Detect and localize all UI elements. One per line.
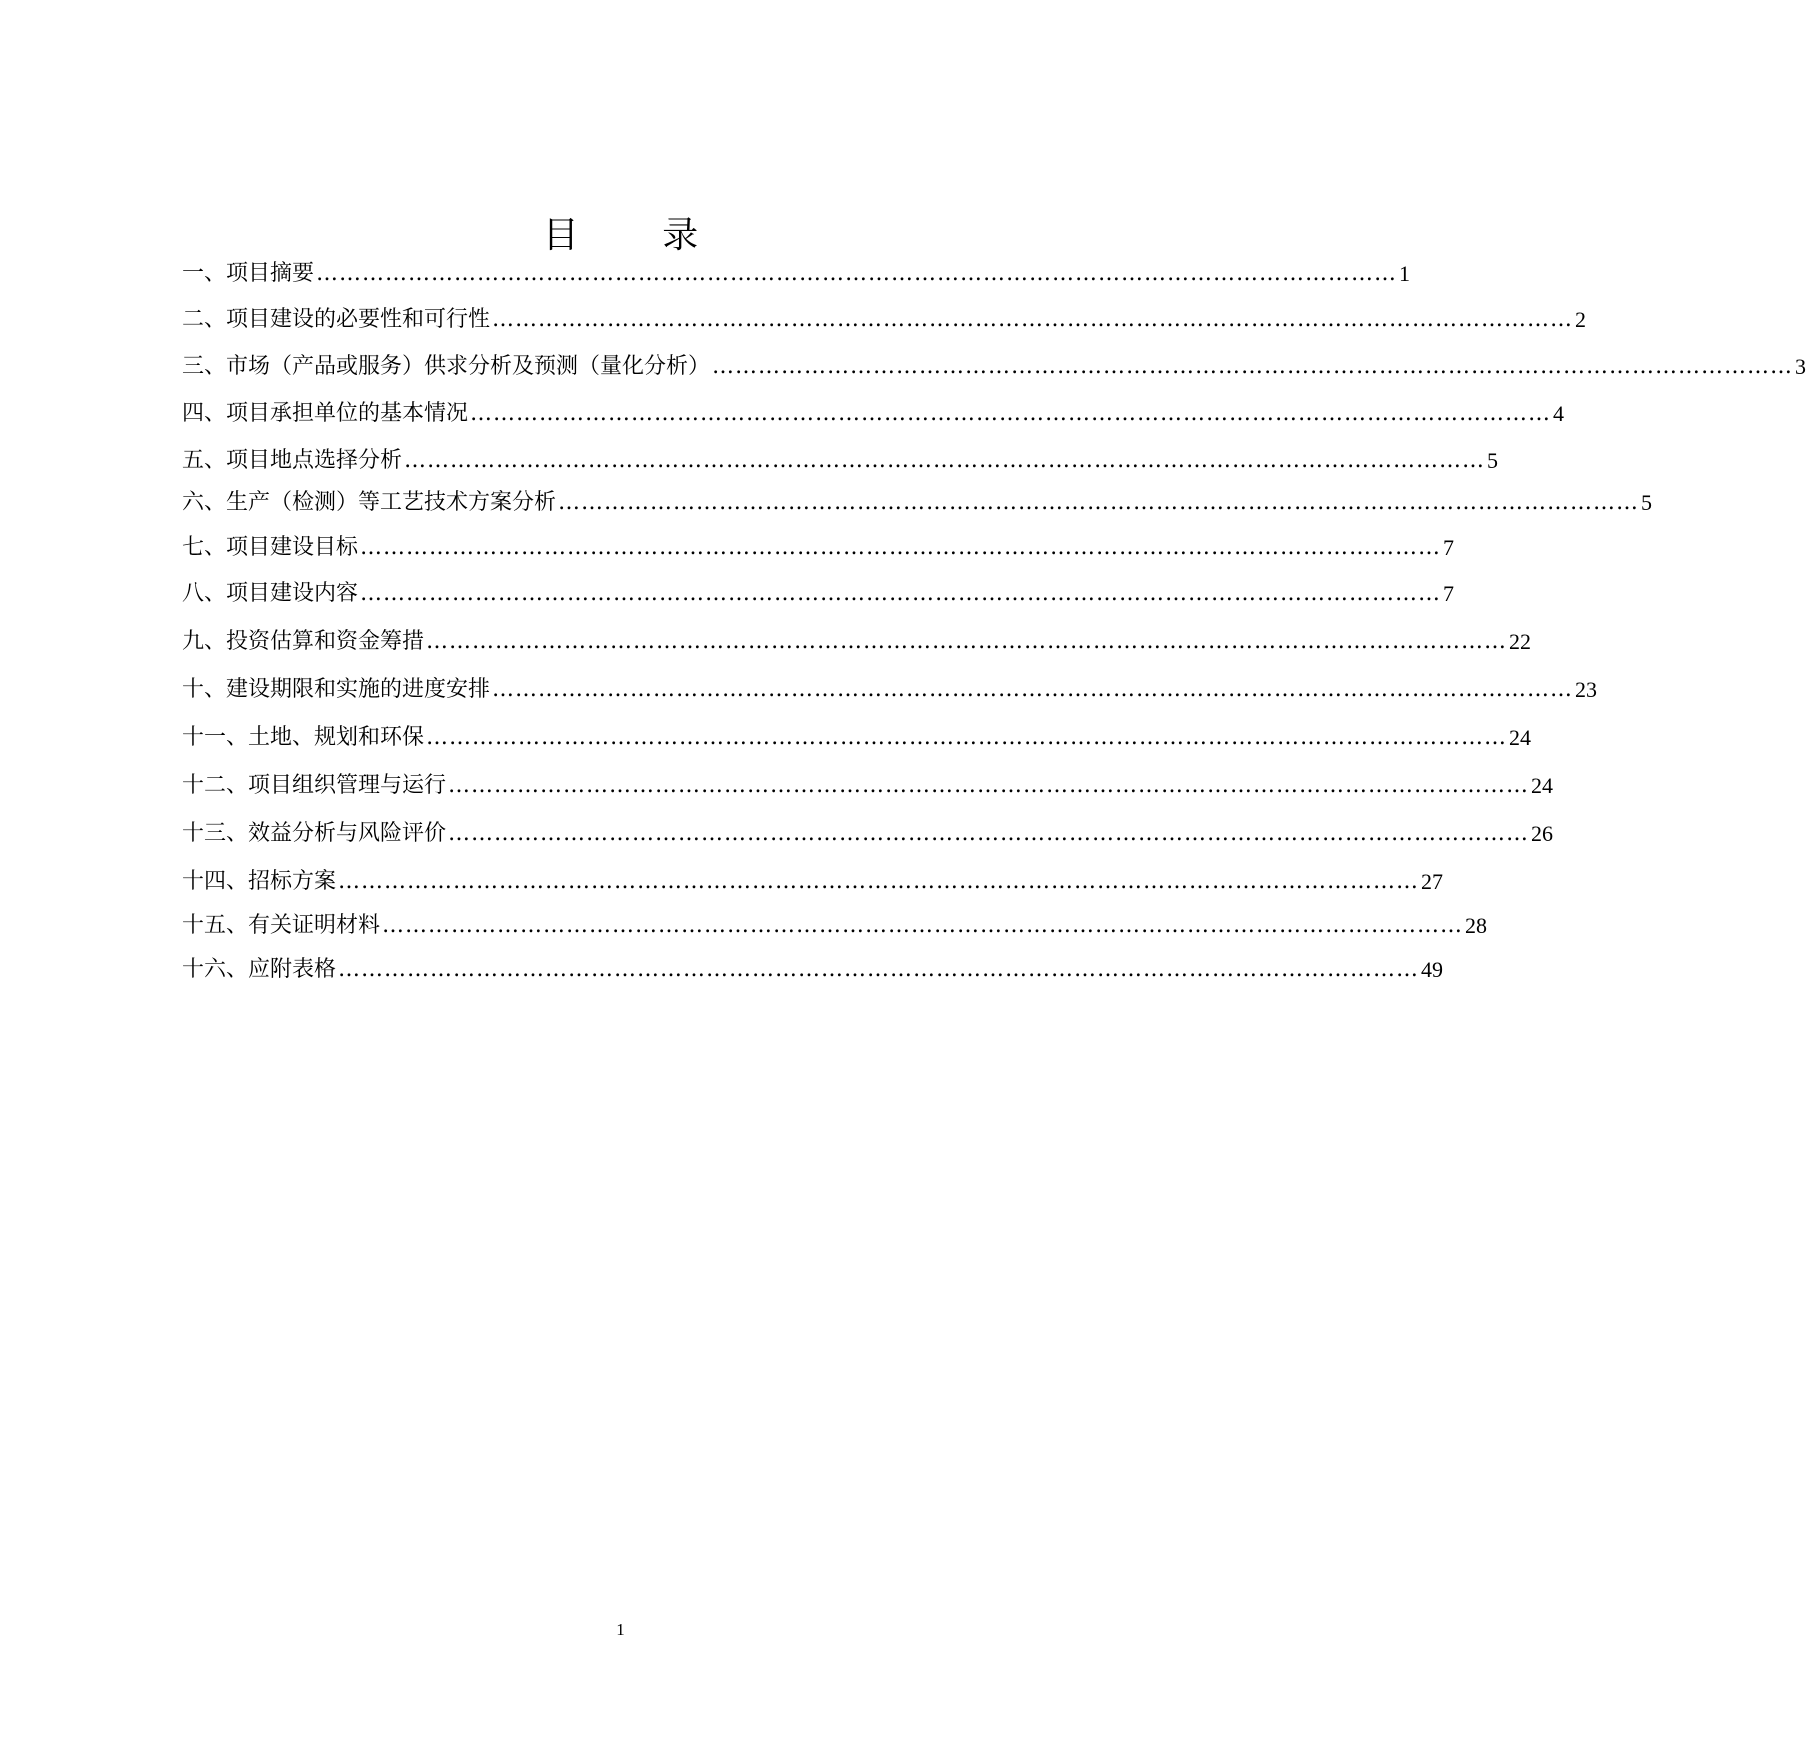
toc-entry-label: 七、项目建设目标 [182,535,359,560]
toc-entry[interactable] [182,908,1488,940]
toc-entry[interactable] [182,256,1411,288]
toc-entry[interactable] [182,576,1455,608]
toc-entry[interactable] [182,396,1565,428]
toc-leader-dots: …………………………………………………………………………………………………………………………… [426,629,1508,654]
toc-entry-label: 十、建设期限和实施的进度安排 [182,677,491,702]
toc-entry[interactable] [182,443,1499,475]
toc-entry-page: 49 [1421,957,1444,982]
toc-leader-dots: …………………………………………………………………………………………………………………………… [316,261,1398,286]
toc-entry-page: 24 [1531,773,1554,798]
toc-entry[interactable] [182,720,1532,752]
toc-leader-dots: …………………………………………………………………………………………………………………………… [712,354,1794,379]
toc-entry[interactable] [182,349,1806,381]
toc-entry-page: 1 [1399,261,1411,286]
toc-entry[interactable] [182,302,1587,334]
toc-leader-dots: …………………………………………………………………………………………………………………………… [470,401,1552,426]
toc-entry-page: 5 [1641,490,1653,515]
toc-entry-label: 十五、有关证明材料 [182,913,381,938]
toc-entry[interactable] [182,624,1532,656]
toc-entry-page: 7 [1443,535,1455,560]
toc-entry-page: 26 [1531,821,1554,846]
toc-entry[interactable] [182,864,1444,896]
toc-entry-page: 22 [1509,629,1532,654]
toc-leader-dots: …………………………………………………………………………………………………………………………… [360,535,1442,560]
toc-entry-label: 五、项目地点选择分析 [182,448,403,473]
toc-leader-dots: …………………………………………………………………………………………………………………………… [338,869,1420,894]
toc-entry-label: 二、项目建设的必要性和可行性 [182,307,491,332]
toc-entry-label: 十一、土地、规划和环保 [182,725,425,750]
toc-leader-dots: …………………………………………………………………………………………………………………………… [338,957,1420,982]
toc-entry-page: 3 [1795,354,1806,379]
toc-entry-page: 7 [1443,581,1455,606]
toc-entry-page: 4 [1553,401,1565,426]
toc-entry-label: 四、项目承担单位的基本情况 [182,401,469,426]
toc-leader-dots: …………………………………………………………………………………………………………………………… [558,490,1640,515]
toc-leader-dots: …………………………………………………………………………………………………………………………… [492,307,1574,332]
toc-entry-label: 十四、招标方案 [182,869,337,894]
page-title: 目 录 [542,215,735,257]
toc-leader-dots: …………………………………………………………………………………………………………………………… [360,581,1442,606]
toc-entry[interactable] [182,952,1444,984]
toc-entry[interactable] [182,485,1653,517]
toc-entry-label: 一、项目摘要 [182,261,315,286]
toc-entry-label: 十二、项目组织管理与运行 [182,773,447,798]
toc-entry[interactable] [182,768,1554,800]
toc-entry-label: 六、生产（检测）等工艺技术方案分析 [182,490,557,515]
toc-leader-dots: …………………………………………………………………………………………………………………………… [382,913,1464,938]
toc-entry-label: 九、投资估算和资金筹措 [182,629,425,654]
toc-entry-page: 27 [1421,869,1444,894]
page-number: 1 [616,1620,625,1639]
toc-entry-page: 23 [1575,677,1598,702]
toc-leader-dots: …………………………………………………………………………………………………………………………… [448,821,1530,846]
toc-entry-label: 三、市场（产品或服务）供求分析及预测（量化分析） [182,354,711,379]
toc-leader-dots: …………………………………………………………………………………………………………………………… [404,448,1486,473]
toc-entry-page: 5 [1487,448,1499,473]
toc-entry-page: 2 [1575,307,1587,332]
toc-entry-label: 八、项目建设内容 [182,581,359,606]
toc-leader-dots: …………………………………………………………………………………………………………………………… [448,773,1530,798]
toc-leader-dots: …………………………………………………………………………………………………………………………… [426,725,1508,750]
toc-entry[interactable] [182,816,1554,848]
toc-leader-dots: …………………………………………………………………………………………………………………………… [492,677,1574,702]
toc-entry[interactable] [182,672,1598,704]
toc-entry-page: 24 [1509,725,1532,750]
toc-entry-page: 28 [1465,913,1488,938]
toc-entry-label: 十三、效益分析与风险评价 [182,821,447,846]
toc-entry-label: 十六、应附表格 [182,957,337,982]
toc-entry[interactable] [182,530,1455,562]
